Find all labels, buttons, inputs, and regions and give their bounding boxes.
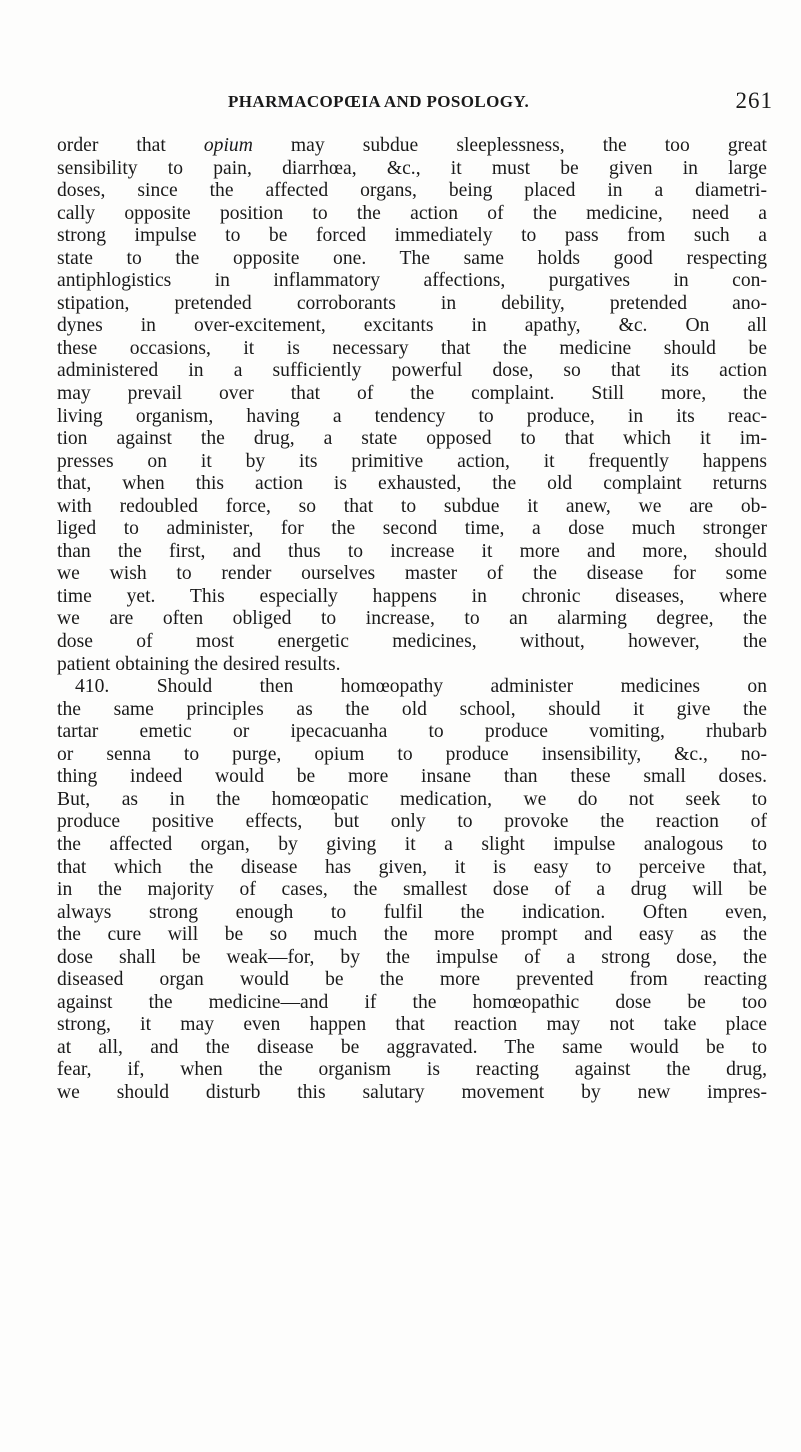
text-segment: we are often obliged to increase, to an alarming degree, the bbox=[57, 608, 767, 630]
text-segment: stipation, pretended corroborants in debility, pretended ano- bbox=[57, 292, 767, 314]
text-segment: produce positive effects, but only to provoke the reaction of bbox=[57, 811, 767, 833]
text-segment: strong impulse to be forced immediately to pass from such a bbox=[57, 225, 767, 247]
text-segment: state to the opposite one. The same holds good respecting bbox=[57, 247, 767, 269]
text-line bbox=[57, 721, 767, 744]
text-line bbox=[57, 744, 767, 767]
text-line bbox=[57, 1014, 767, 1037]
text-segment: with redoubled force, so that to subdue it anew, we are ob- bbox=[57, 495, 767, 517]
text-line bbox=[57, 947, 767, 970]
text-line bbox=[57, 135, 767, 158]
text-line bbox=[57, 270, 767, 293]
text-segment: or senna to purge, opium to produce insensibility, &c., no- bbox=[57, 743, 767, 765]
text-segment: dose of most energetic medicines, without, however, the bbox=[57, 631, 767, 653]
text-line bbox=[57, 789, 767, 812]
text-line bbox=[57, 608, 767, 631]
text-line bbox=[57, 360, 767, 383]
text-segment: dynes in over-excitement, excitants in apathy, &c. On all bbox=[57, 315, 767, 337]
text-line bbox=[57, 924, 767, 947]
text-segment: But, as in the homœopatic medication, we do not seek to bbox=[57, 788, 767, 810]
text-line bbox=[57, 158, 767, 181]
text-segment: presses on it by its primitive action, it frequently happens bbox=[57, 450, 767, 472]
text-line bbox=[57, 811, 767, 834]
italic-term: opium bbox=[203, 135, 253, 156]
text-line bbox=[57, 338, 767, 361]
page-header bbox=[228, 88, 773, 122]
text-line bbox=[57, 293, 767, 316]
text-segment: the cure will be so much the more prompt and easy as the bbox=[57, 924, 767, 946]
text-segment: patient obtaining the desired results. bbox=[57, 653, 341, 675]
text-segment: that, when this action is exhausted, the old complaint returns bbox=[57, 473, 767, 495]
text-segment: strong, it may even happen that reaction may not take place bbox=[57, 1014, 767, 1036]
text-segment: administered in a sufficiently powerful dose, so that its action bbox=[57, 360, 767, 382]
text-line bbox=[57, 699, 767, 722]
text-segment: we should disturb this salutary movement by new impres- bbox=[57, 1081, 767, 1103]
text-line bbox=[57, 969, 767, 992]
text-line bbox=[57, 225, 767, 248]
text-segment: tion against the drug, a state opposed to that which it im- bbox=[57, 428, 767, 450]
text-segment: thing indeed would be more insane than these small doses. bbox=[57, 766, 767, 788]
text-segment: doses, since the affected organs, being placed in a diametri- bbox=[57, 180, 767, 202]
text-segment: antiphlogistics in inflammatory affections, purgatives in con- bbox=[57, 270, 767, 292]
text-line bbox=[57, 1059, 767, 1082]
text-segment: these occasions, it is necessary that the medicine should be bbox=[57, 337, 767, 359]
text-segment: diseased organ would be the more prevented from reacting bbox=[57, 969, 767, 991]
text-line bbox=[57, 834, 767, 857]
text-line bbox=[57, 879, 767, 902]
text-line bbox=[57, 676, 767, 699]
text-segment: order that bbox=[57, 135, 204, 156]
text-line bbox=[57, 1082, 767, 1105]
page-number: 261 bbox=[735, 88, 773, 113]
text-segment: against the medicine—and if the homœopathic dose be too bbox=[57, 991, 767, 1013]
text-segment: we wish to render ourselves master of the disease for some bbox=[57, 563, 767, 585]
text-line bbox=[57, 496, 767, 519]
text-line bbox=[57, 766, 767, 789]
text-line bbox=[57, 631, 767, 654]
text-line bbox=[57, 473, 767, 496]
text-line bbox=[57, 902, 767, 925]
text-line bbox=[57, 203, 767, 226]
running-title: PHARMACOPŒIA AND POSOLOGY. bbox=[228, 92, 530, 111]
text-line bbox=[57, 541, 767, 564]
text-segment: fear, if, when the organism is reacting against the drug, bbox=[57, 1059, 767, 1081]
text-line bbox=[57, 1037, 767, 1060]
text-segment: liged to administer, for the second time, a dose much stronger bbox=[57, 518, 767, 540]
text-line bbox=[57, 451, 767, 474]
text-segment: tartar emetic or ipecacuanha to produce vomiting, rhubarb bbox=[57, 721, 767, 743]
text-line bbox=[57, 428, 767, 451]
text-segment: sensibility to pain, diarrhœa, &c., it must be given in large bbox=[57, 157, 767, 179]
text-line bbox=[57, 857, 767, 880]
text-line bbox=[57, 992, 767, 1015]
text-line bbox=[57, 180, 767, 203]
text-line bbox=[57, 248, 767, 271]
text-segment: always strong enough to fulfil the indication. Often even, bbox=[57, 901, 767, 923]
text-segment: may prevail over that of the complaint. Still more, the bbox=[57, 383, 767, 405]
text-line bbox=[57, 518, 767, 541]
text-segment: at all, and the disease be aggravated. The same would be to bbox=[57, 1036, 767, 1058]
text-line bbox=[57, 383, 767, 406]
text-line bbox=[57, 315, 767, 338]
text-segment: living organism, having a tendency to produce, in its reac- bbox=[57, 405, 767, 427]
text-line bbox=[57, 654, 767, 677]
text-segment: that which the disease has given, it is easy to perceive that, bbox=[57, 856, 767, 878]
text-segment: may subdue sleeplessness, the too great bbox=[252, 135, 767, 156]
text-segment: dose shall be weak—for, by the impulse of a strong dose, the bbox=[57, 946, 767, 968]
text-segment: in the majority of cases, the smallest dose of a drug will be bbox=[57, 879, 767, 901]
text-line bbox=[57, 406, 767, 429]
text-segment: than the first, and thus to increase it more and more, should bbox=[57, 540, 767, 562]
text-line bbox=[57, 586, 767, 609]
text-segment: the same principles as the old school, should it give the bbox=[57, 698, 767, 720]
text-segment: time yet. This especially happens in chronic diseases, where bbox=[57, 585, 767, 607]
text-segment: the affected organ, by giving it a slight impulse analogous to bbox=[57, 833, 767, 855]
text-segment: 410. Should then homœopathy administer medicines on bbox=[75, 676, 767, 698]
text-segment: cally opposite position to the action of the medicine, need a bbox=[57, 202, 767, 224]
text-line bbox=[57, 563, 767, 586]
body-text bbox=[57, 135, 767, 1105]
